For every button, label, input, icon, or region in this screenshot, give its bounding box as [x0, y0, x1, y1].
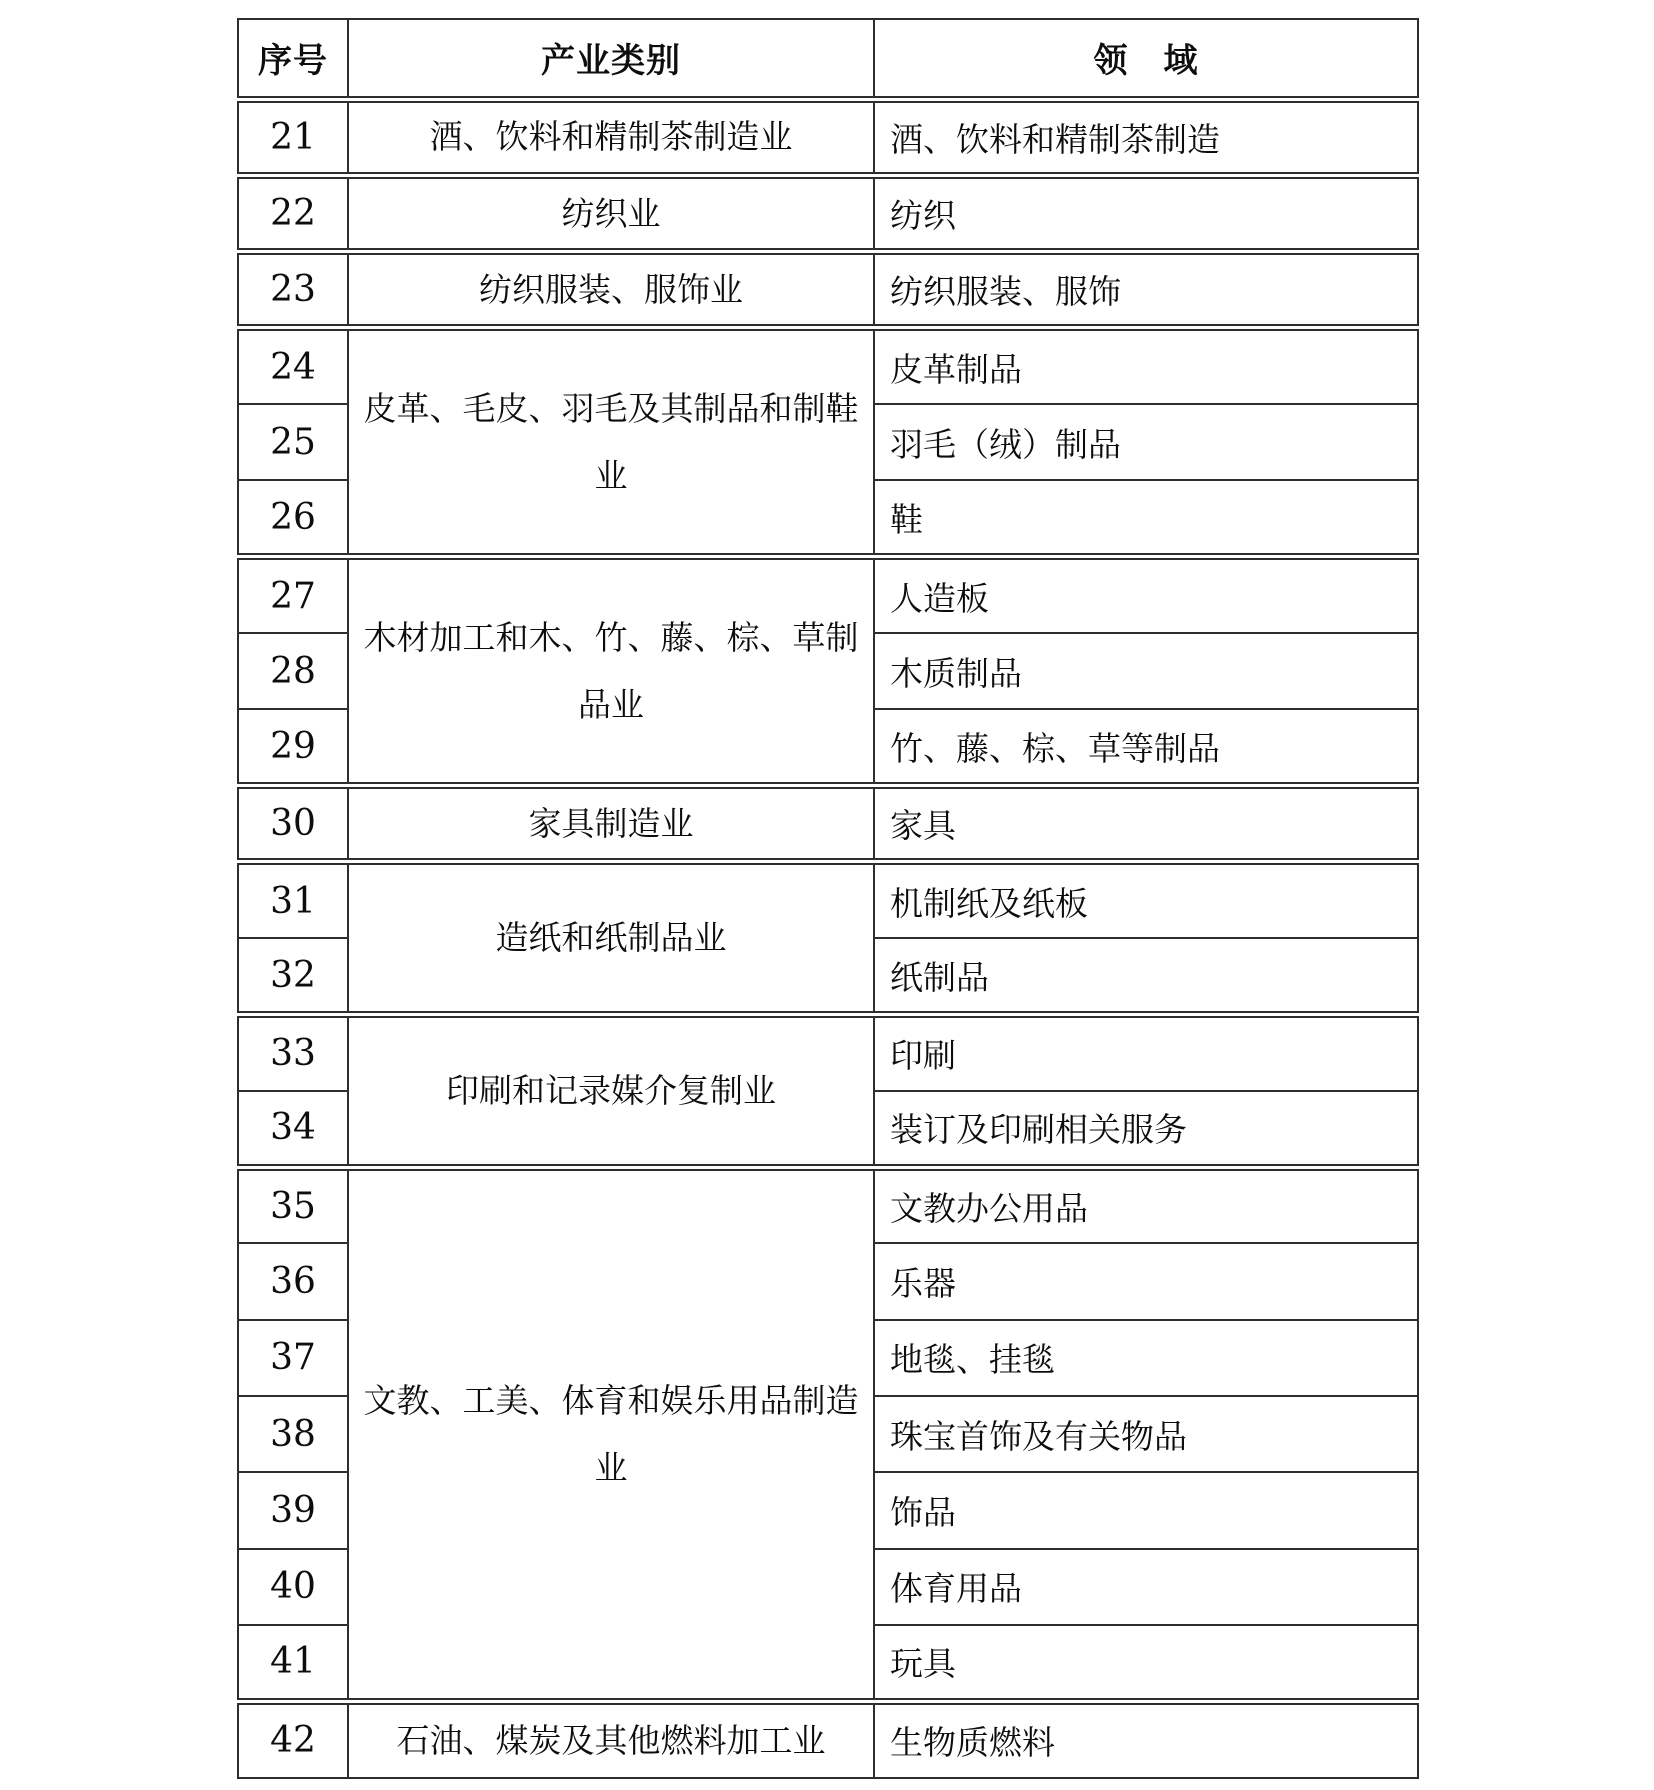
field-cell: 玩具 — [874, 1625, 1418, 1701]
row-number-cell: 28 — [238, 633, 348, 709]
row-number-cell: 23 — [238, 252, 348, 328]
row-number-cell: 22 — [238, 175, 348, 251]
row-number-cell: 26 — [238, 480, 348, 556]
category-cell: 纺织业 — [348, 175, 874, 251]
col-header-field: 领 域 — [874, 19, 1418, 99]
category-cell: 家具制造业 — [348, 786, 874, 862]
table-row — [238, 328, 1418, 404]
row-number-cell: 37 — [238, 1320, 348, 1396]
field-cell: 体育用品 — [874, 1549, 1418, 1625]
table-body — [238, 99, 1418, 1778]
table-row — [238, 786, 1418, 862]
category-cell: 皮革、毛皮、羽毛及其制品和制鞋业 — [348, 328, 874, 557]
field-cell: 酒、饮料和精制茶制造 — [874, 99, 1418, 175]
category-cell: 造纸和纸制品业 — [348, 862, 874, 1015]
table-row — [238, 557, 1418, 633]
row-number-cell: 25 — [238, 404, 348, 480]
header-row — [238, 19, 1418, 99]
field-cell: 装订及印刷相关服务 — [874, 1091, 1418, 1167]
table-row — [238, 99, 1418, 175]
field-cell: 家具 — [874, 786, 1418, 862]
row-number-cell: 30 — [238, 786, 348, 862]
row-number-cell: 27 — [238, 557, 348, 633]
field-cell: 珠宝首饰及有关物品 — [874, 1396, 1418, 1472]
row-number-cell: 41 — [238, 1625, 348, 1701]
table-row — [238, 175, 1418, 251]
field-cell: 乐器 — [874, 1243, 1418, 1319]
field-cell: 地毯、挂毯 — [874, 1320, 1418, 1396]
row-number-cell: 33 — [238, 1015, 348, 1091]
row-number-cell: 36 — [238, 1243, 348, 1319]
field-cell: 生物质燃料 — [874, 1701, 1418, 1777]
category-cell: 纺织服装、服饰业 — [348, 252, 874, 328]
row-number-cell: 29 — [238, 709, 348, 785]
category-cell: 印刷和记录媒介复制业 — [348, 1015, 874, 1168]
industry-category-table — [237, 18, 1419, 1779]
col-header-category: 产业类别 — [348, 19, 874, 99]
row-number-cell: 39 — [238, 1472, 348, 1548]
field-cell: 纺织 — [874, 175, 1418, 251]
row-number-cell: 40 — [238, 1549, 348, 1625]
field-cell: 饰品 — [874, 1472, 1418, 1548]
category-cell: 文教、工美、体育和娱乐用品制造业 — [348, 1167, 874, 1701]
field-cell: 竹、藤、棕、草等制品 — [874, 709, 1418, 785]
col-header-serial: 序号 — [238, 19, 348, 99]
row-number-cell: 32 — [238, 938, 348, 1014]
field-cell: 印刷 — [874, 1015, 1418, 1091]
field-cell: 文教办公用品 — [874, 1167, 1418, 1243]
row-number-cell: 21 — [238, 99, 348, 175]
field-cell: 鞋 — [874, 480, 1418, 556]
field-cell: 木质制品 — [874, 633, 1418, 709]
row-number-cell: 24 — [238, 328, 348, 404]
row-number-cell: 34 — [238, 1091, 348, 1167]
row-number-cell: 38 — [238, 1396, 348, 1472]
row-number-cell: 31 — [238, 862, 348, 938]
table-row — [238, 862, 1418, 938]
field-cell: 纸制品 — [874, 938, 1418, 1014]
row-number-cell: 35 — [238, 1167, 348, 1243]
table-row — [238, 1167, 1418, 1243]
field-cell: 皮革制品 — [874, 328, 1418, 404]
table-row — [238, 252, 1418, 328]
row-number-cell: 42 — [238, 1701, 348, 1777]
category-cell: 酒、饮料和精制茶制造业 — [348, 99, 874, 175]
category-cell: 石油、煤炭及其他燃料加工业 — [348, 1701, 874, 1777]
table-row — [238, 1701, 1418, 1777]
field-cell: 羽毛（绒）制品 — [874, 404, 1418, 480]
field-cell: 人造板 — [874, 557, 1418, 633]
field-cell: 机制纸及纸板 — [874, 862, 1418, 938]
field-cell: 纺织服装、服饰 — [874, 252, 1418, 328]
category-cell: 木材加工和木、竹、藤、棕、草制品业 — [348, 557, 874, 786]
table-row — [238, 1015, 1418, 1091]
